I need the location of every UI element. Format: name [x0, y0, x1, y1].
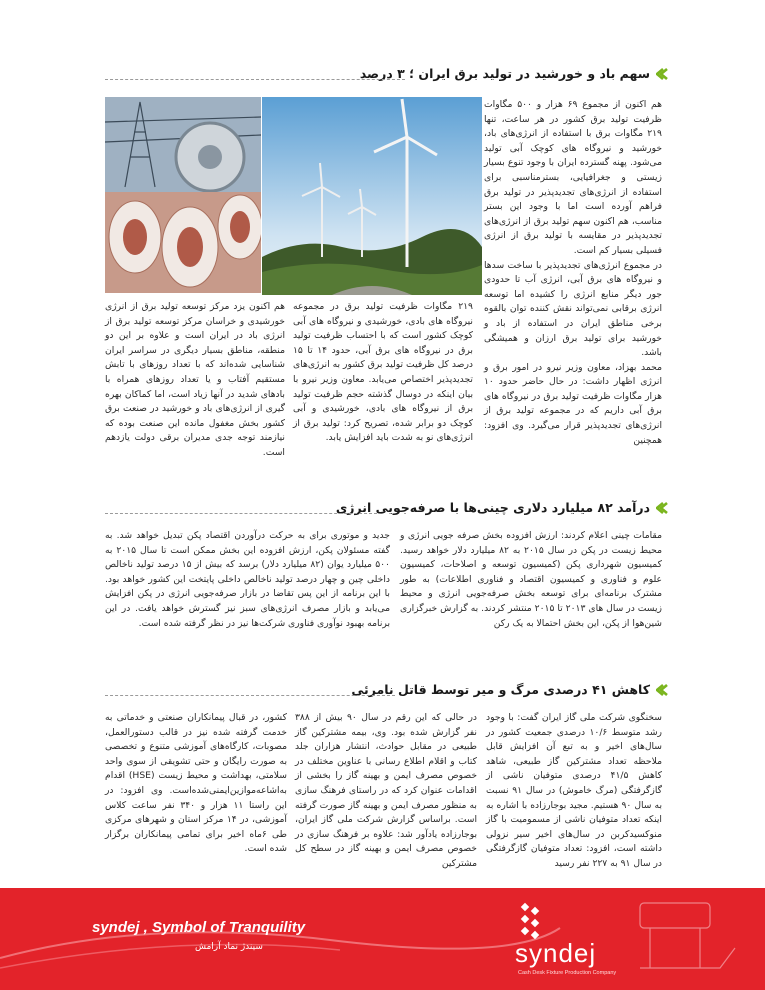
electric-equipment-image — [105, 97, 261, 293]
footer-slogan: syndej , Symbol of Tranquility — [92, 919, 306, 936]
paragraph: هم اکنون از مجموع ۶۹ هزار و ۵۰۰ مگاوات ظرفیت تولید برق کشور در هر ساعت، تنها ۲۱۹ مگاوات برق با استفاده از انرژی‌های باد، خورشید و نیروگاه های کوچک آبی تولید می‌شود. پهنه گسترده ایران با وجود تنوع بسیار زیستی و جغرافیایی، بسترمناسبی برای استفاده از انرژی‌های تجدیدپذیر در تولید برق فراهم آورده است اما با وجود این بستر مناسب، هم اکنون سهم تولید برق از انرژی‌های تجدیدپذیر در مقایسه با تولید برق از انرژی فسیلی بسیار کم است. — [484, 99, 662, 256]
paragraph: محمد بهزاد، معاون وزیر نیرو در امور برق و انرژی اظهار داشت: در حال حاضر حدود ۱۰ هزار مگاوات ظرفیت تولید برق در نیروگاه های برق آبی داریم که در مجموعه تولید برق از انرژی‌های تجدیدپذیر قرار می‌گیرد. وی افزود: همچنین — [484, 361, 662, 446]
chevron-bullet-icon — [656, 67, 670, 81]
photo-power-equipment — [105, 97, 261, 293]
footer-brand: syndej — [515, 938, 597, 968]
paragraph: ۲۱۹ مگاوات ظرفیت تولید برق در مجموعه نیروگاه های بادی، خورشیدی و نیروگاه های آبی کوچک کشور است که با احتساب ظرفیت تولید برق در نیروگاه های برق آبی، حدود ۱۴ تا ۱۵ درصد کل ظرفیت تولید برق کشور به انرژی‌های تجدیدپذیر اختصاص می‌یابد. معاون وزیر نیرو با بیان اینکه در دوسال گذشته حجم ظرفیت تولید برق از نیروگاه های بادی، خورشیدی و آبی کوچک دو برابر شده، تصریح کرد: تولید برق از انرژی‌های نو به شدت باید افزایش یابد. — [293, 301, 473, 444]
section3-column-1 — [486, 711, 662, 872]
section3-column-3 — [105, 711, 287, 857]
photo-wind-turbines — [262, 97, 482, 295]
footer-slogan-persian: سیندژ نماد آرامش — [195, 942, 263, 952]
paragraph: در مجموع انرژی‌های تجدیدپذیر با ساخت سدها و نیروگاه های برق آبی، انرژی آب تا حدودی جور دیگر منابع انرژی را کشیده اما توسعه انرژی برقابی نمی‌تواند نقش کننده توان بالقوه برخی مناطق ایران در استفاده از باد و خورشید برای تولید برق ارزان و همیشگی باشد. — [484, 259, 662, 359]
section1-column-left — [105, 300, 285, 461]
section1-column-middle — [293, 300, 473, 446]
paragraph: هم اکنون یزد مرکز توسعه تولید برق از انرژی خورشیدی و خراسان مرکز توسعه تولید برق از انرژی باد در ایران است و علاوه بر این دو منطقه، مناطق بسیار دیگری در سراسر ایران شناسایی شده‌اند که با تعداد روزهای با تابش مستقیم آفتاب و یا تعداد روزهای همراه با بادهای شدید در آنها زیاد است، اما کماکان بهره گیری از انرژی‌های باد و خورشید در صنعت برق کشور بخش مغفول مانده این صنعت بوده که نیازمند توجه جدی مدیران برقی دولت یازدهم است. — [105, 301, 285, 458]
syndej-logo-icon — [520, 902, 542, 942]
section2-title: درآمد ۸۲ میلیارد دلاری چینی‌ها با صرفه‌جویی انرژی — [335, 500, 650, 515]
section1-title: سهم باد و خورشید در تولید برق ایران ؛ ۳ درصد — [359, 66, 650, 81]
section2-divider — [105, 513, 377, 514]
section2-column-right — [400, 529, 662, 631]
section2-column-middle — [105, 529, 390, 631]
chevron-bullet-icon — [656, 683, 670, 697]
section3-column-2 — [295, 711, 477, 872]
footer-brand-subtitle: Cash Desk Fixture Production Company — [518, 970, 617, 976]
paragraph: کشور، در قبال پیمانکاران صنعتی و خدماتی به خدمت گرفته شده نیز در قالب دستورالعمل، مصوبات، کارگاه‌های آموزشی متنوع و تخصصی به صورت رایگان و حتی تشویقی از سوی واحد سلامتی، بهداشت و محیط زیست (HSE) اقدام به‌اشاعه‌موازین‌ایمنی‌شده‌است. وی افزود: در این راستا ۱۱ هزار و ۳۴۰ نفر ساعت کلاس آموزشی، در ۱۴ مرکز استان و شهرهای مرکزی طی ۶ماه اخیر برای تمامی پیمانکاران برگزار شده است. — [105, 712, 287, 855]
section3-title: کاهش ۴۱ درصدی مرگ و میر توسط قاتل نامرئی — [351, 682, 650, 697]
paragraph: سخنگوی شرکت ملی گاز ایران گفت: با وجود رشد متوسط ۱۰/۶ درصدی جمعیت کشور در سال‌های اخیر و به تبع آن افزایش قابل ملاحظه تعداد مشترکین گاز طبیعی، شاهد کاهش ۴۱/۵ درصدی متوفیان ناشی از گازگرفتگی (مرگ خاموش) در سال ۹۱ نسبت به سال ۹۰ هستیم. مجید بوجارزاده با اشاره به اینکه تعداد متوفیان ناشی از مسمومیت با گاز منوکسیدکربن در سال‌های اخیر سیر نزولی داشته است، افزود: تعداد متوفیان گازگرفتگی در سال ۹۱ به ۲۲۷ نفر رسید — [486, 712, 663, 869]
footer-wave-decoration — [0, 888, 765, 990]
section2-heading — [336, 500, 670, 515]
paragraph: جدید و موتوری برای به حرکت درآوردن اقتصاد پکن تبدیل خواهد شد. به گفته مسئولان پکن، ارزش افزوده این بخش ممکن است تا سال ۲۰۱۵ به ۵۰۰ میلیارد یوان (۸۲ میلیارد دلار) برسد که بیش از ۱۵ درصد تولید ناخالص داخلی چین و چهار درصد تولید ناخالص داخلی پایتخت این کشور خواهد بود. با این برنامه از این پس تقاضا در بازار صرفه‌جویی انرژی در پکن افزایش می‌یابد و بازار مصرف انرژی‌های سبز نیز گسترش خواهد یافت. در این برنامه بهبود نوآوری فناوری شرکت‌ها نیز در نظر گرفته شده است. — [105, 530, 390, 629]
section1-column-right — [484, 98, 662, 448]
section3-divider — [105, 695, 395, 696]
section1-heading — [360, 66, 670, 81]
paragraph: مقامات چینی اعلام کردند: ارزش افزوده بخش صرفه جویی انرژی و محیط زیست در پکن در سال ۲۰۱۵ به ۸۲ میلیارد دلار خواهد رسید. کمیسیون شهرداری پکن (کمیسیون توسعه و اصلاحات، کمیسیون علوم و فناوری و کمیسیون اقتصاد و فناوری اطلاعات) به طور مشترک برنامه‌ای برای توسعه بخش صرفه‌جویی انرژی و محیط زیست در سال های ۲۰۱۳ تا ۲۰۱۵ منتشر کردند. به گزارش خبرگزاری شین‌هوا از پکن، این بخش احتمالا به یک رکن — [400, 530, 662, 629]
footer-banner — [0, 888, 765, 990]
paragraph: در حالی که این رقم در سال ۹۰ بیش از ۳۸۸ نفر گزارش شده بود. وی، بیمه مشترکین گاز طبیعی در مقابل حوادث، انتشار هزاران جلد کتاب و اقلام اطلاع رسانی با عناوین مختلف در خصوص مصرف ایمن و بهینه گاز را بخشی از اقدامات عنوان کرد که در راستای فرهنگ سازی به منظور مصرف ایمن و بهینه گاز صورت گرفته است. براساس گزارش شرکت ملی گاز ایران، بوجارزاده یادآور شد: علاوه بر فرهنگ سازی در خصوص مصرف ایمن و بهینه گاز در سطح کل مشترکین — [295, 712, 477, 869]
section3-heading — [351, 682, 670, 697]
section1-divider — [105, 79, 405, 80]
wind-turbine-image — [262, 97, 482, 295]
chevron-bullet-icon — [656, 501, 670, 515]
